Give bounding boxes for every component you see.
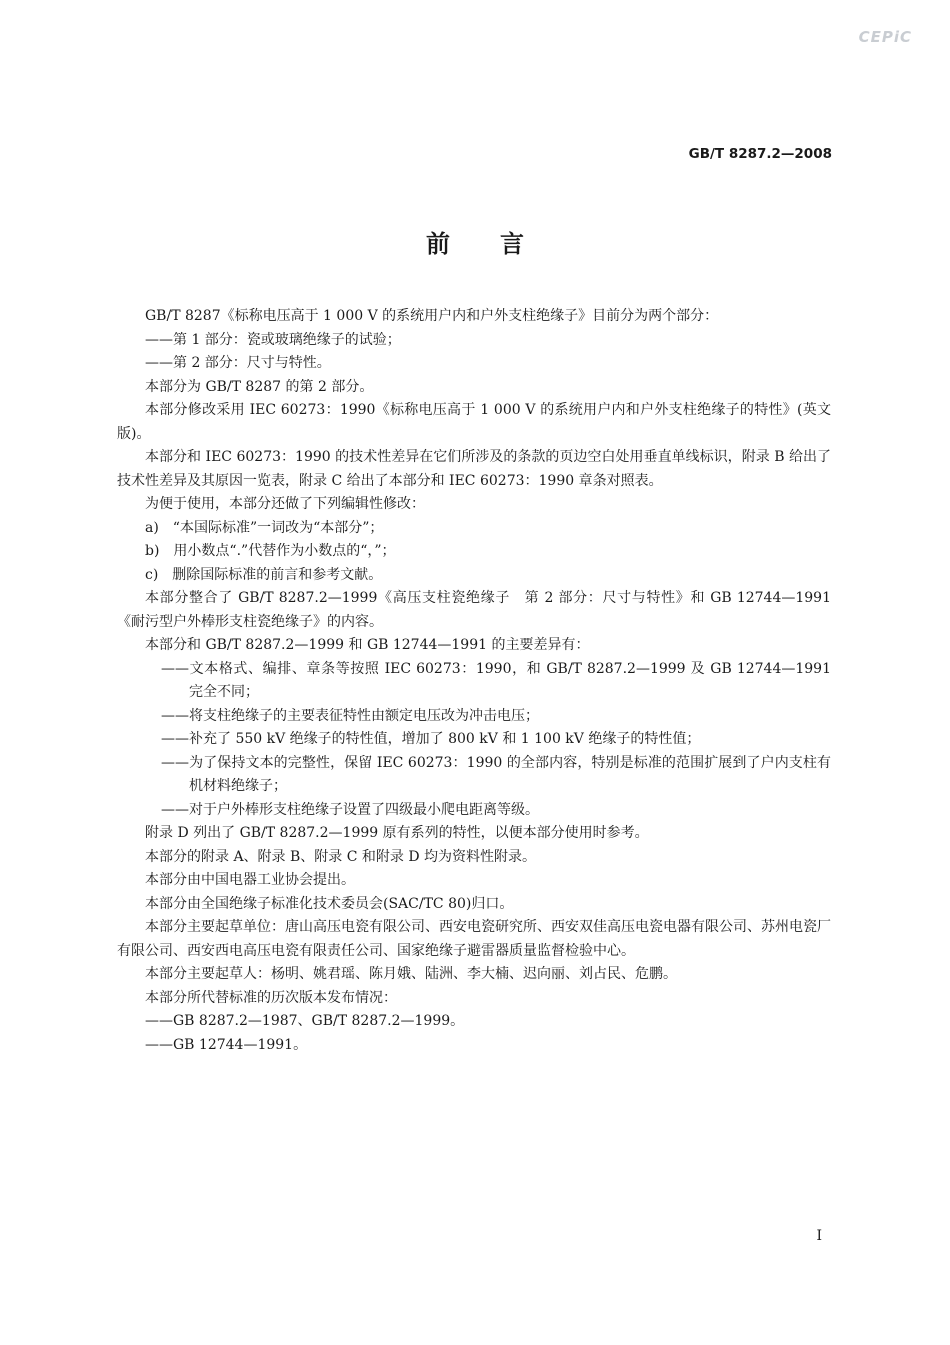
cepic-logo: CEPiC — [858, 28, 912, 46]
paragraph: 本部分所代替标准的历次版本发布情况： — [145, 989, 397, 1006]
standard-code: GB/T 8287.2—2008 — [688, 146, 832, 162]
paragraph: GB/T 8287《标称电压高于 1 000 V 的系统用户内和户外支柱绝缘子》目前分为两个部分： — [145, 308, 719, 324]
dash-item: ——将支柱绝缘子的主要表征特性由额定电压改为冲击电压； — [161, 707, 539, 724]
foreword-body — [117, 305, 831, 1057]
list-item: b) 用小数点“.”代替作为小数点的“，”； — [145, 543, 396, 559]
paragraph: 本部分由中国电器工业协会提出。 — [145, 872, 355, 888]
paragraph: 本部分主要起草单位：唐山高压电瓷有限公司、西安电瓷研究所、西安双佳高压电瓷电器有限公司、苏州电瓷厂有限公司、西安西电高压电瓷有限责任公司、国家绝缘子避雷器质量监督检验中心。 — [117, 919, 831, 959]
dash-item: ——对于户外棒形支柱绝缘子设置了四级最小爬电距离等级。 — [161, 801, 539, 818]
paragraph: ——GB 12744—1991。 — [145, 1036, 308, 1053]
list-item: a) “本国际标准”一词改为“本部分”； — [145, 519, 384, 536]
paragraph: ——第 1 部分：瓷或玻璃绝缘子的试验； — [145, 331, 401, 348]
paragraph: 本部分由全国绝缘子标准化技术委员会(SAC/TC 80)归口。 — [145, 895, 514, 912]
page-title: 前言 — [426, 230, 574, 258]
page-number: I — [816, 1228, 822, 1244]
paragraph: 为便于使用，本部分还做了下列编辑性修改： — [145, 496, 425, 512]
dash-item: ——文本格式、编排、章条等按照 IEC 60273：1990，和 GB/T 8287.2—1999 及 GB 12744—1991 完全不同； — [161, 660, 831, 700]
paragraph: 本部分修改采用 IEC 60273：1990《标称电压高于 1 000 V 的系统用户内和户外支柱绝缘子的特性》(英文版)。 — [117, 402, 831, 442]
dash-item: ——补充了 550 kV 绝缘子的特性值，增加了 800 kV 和 1 100 kV 绝缘子的特性值； — [161, 731, 701, 747]
list-item: c) 删除国际标准的前言和参考文献。 — [145, 566, 383, 583]
dash-item: ——为了保持文本的完整性，保留 IEC 60273：1990 的全部内容，特别是标准的范围扩展到了户内支柱有机材料绝缘子； — [161, 754, 831, 794]
paragraph: 本部分为 GB/T 8287 的第 2 部分。 — [145, 378, 374, 395]
paragraph: 本部分主要起草人：杨明、姚君瑶、陈月娥、陆洲、李大楠、迟向丽、刘占民、危鹏。 — [145, 966, 677, 982]
paragraph: 本部分整合了 GB/T 8287.2—1999《高压支柱瓷绝缘子 第 2 部分：尺寸与特性》和 GB 12744—1991《耐污型户外棒形支柱瓷绝缘子》的内容。 — [117, 590, 831, 630]
paragraph: 本部分和 GB/T 8287.2—1999 和 GB 12744—1991 的主要差异有： — [145, 637, 590, 653]
paragraph: 本部分和 IEC 60273：1990 的技术性差异在它们所涉及的条款的页边空白处用垂直单线标识，附录 B 给出了技术性差异及其原因一览表，附录 C 给出了本部分和 IEC 60273：1990 章条对照表。 — [117, 449, 831, 489]
paragraph: 附录 D 列出了 GB/T 8287.2—1999 原有系列的特性，以便本部分使用时参考。 — [145, 825, 649, 841]
paragraph: ——第 2 部分：尺寸与特性。 — [145, 355, 331, 371]
paragraph: 本部分的附录 A、附录 B、附录 C 和附录 D 均为资料性附录。 — [145, 848, 537, 865]
paragraph: ——GB 8287.2—1987、GB/T 8287.2—1999。 — [145, 1013, 465, 1029]
